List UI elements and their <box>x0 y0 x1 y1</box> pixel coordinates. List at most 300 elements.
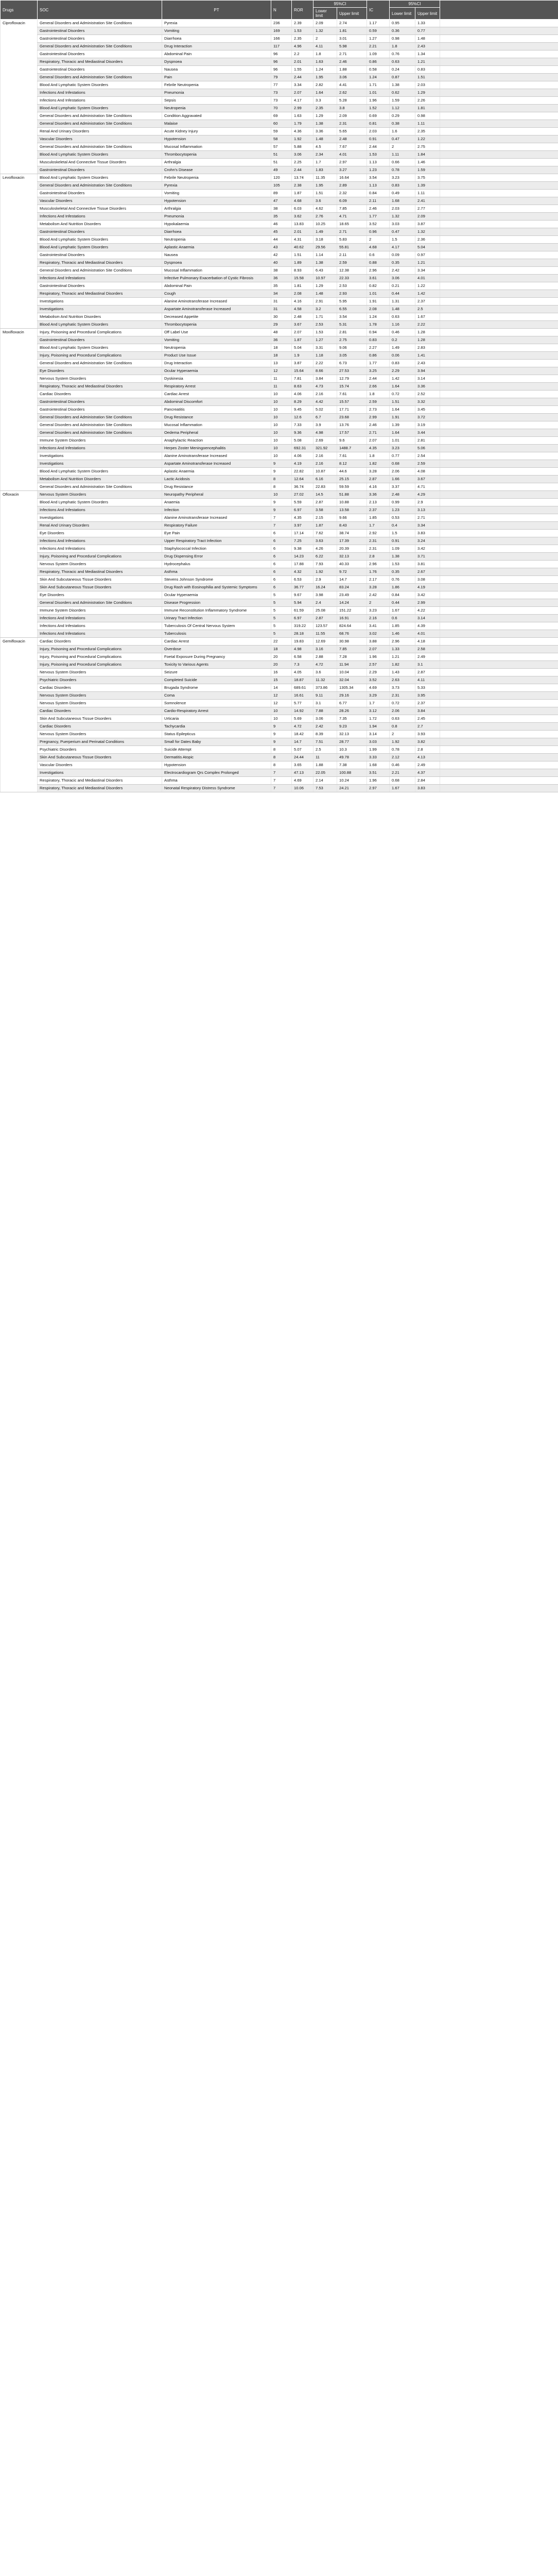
cell-soc: Blood And Lymphatic System Disorders <box>38 105 162 112</box>
cell-ror-upper: 6.09 <box>337 197 367 205</box>
cell-ror-upper: 151.22 <box>337 607 367 615</box>
cell-ic-upper: 2.49 <box>415 653 440 661</box>
table-row <box>1 615 558 622</box>
cell-ic: 1.01 <box>367 290 390 298</box>
cell-soc: Respiratory, Thoracic and Mediastinal Disorders <box>38 785 162 792</box>
cell-pt: Ocular Hyperaemia <box>162 591 271 599</box>
cell-ror-lower: 3.16 <box>313 646 337 653</box>
cell-ror-lower: 4.11 <box>313 43 337 50</box>
table-row <box>1 383 558 391</box>
cell-ror-upper: 28.77 <box>337 738 367 746</box>
cell-spacer <box>440 406 558 414</box>
cell-soc: General Disorders and Administration Site Conditions <box>38 74 162 81</box>
table-row <box>1 468 558 476</box>
cell-ic: 3.51 <box>367 769 390 777</box>
cell-ic: 3.03 <box>367 738 390 746</box>
cell-ic-upper: 1.21 <box>415 58 440 66</box>
cell-n: 70 <box>271 105 292 112</box>
cell-ror-upper: 2.31 <box>337 120 367 128</box>
cell-n: 7 <box>271 777 292 785</box>
cell-soc: Gastrointestinal Disorders <box>38 282 162 290</box>
cell-ic-lower: 0.2 <box>390 336 415 344</box>
cell-ic-lower: 0.44 <box>390 599 415 607</box>
cell-ic-upper: 3.93 <box>415 731 440 738</box>
cell-soc: Eye Disorders <box>38 367 162 375</box>
table-row <box>1 120 558 128</box>
cell-ror-lower: 3.63 <box>313 537 337 545</box>
table-row <box>1 112 558 120</box>
cell-ror: 3.34 <box>292 81 313 89</box>
cell-pt: Completed Suicide <box>162 676 271 684</box>
cell-ic-lower: 1.64 <box>390 383 415 391</box>
cell-ic-lower: 2.63 <box>390 676 415 684</box>
cell-ic-lower: 0.83 <box>390 182 415 190</box>
cell-pt: Somnolence <box>162 700 271 707</box>
cell-ic-upper: 2.7 <box>415 723 440 731</box>
header-soc: SOC <box>38 1 162 20</box>
cell-spacer <box>440 437 558 445</box>
cell-spacer <box>440 306 558 313</box>
cell-pt: Vomiting <box>162 27 271 35</box>
table-row <box>1 190 558 197</box>
cell-ic-lower: 1.8 <box>390 43 415 50</box>
cell-ror-lower: 2.82 <box>313 81 337 89</box>
cell-ic-upper: 4.29 <box>415 491 440 499</box>
cell-spacer <box>440 506 558 514</box>
table-row <box>1 66 558 74</box>
cell-soc: Investigations <box>38 298 162 306</box>
cell-pt: Malaise <box>162 120 271 128</box>
cell-ic-lower: 3.73 <box>390 684 415 692</box>
cell-pt: Infective Pulmonary Exacerbation of Cystic Fibrosis <box>162 275 271 282</box>
cell-ror: 1.79 <box>292 120 313 128</box>
cell-ic: 1.7 <box>367 700 390 707</box>
table-row <box>1 429 558 437</box>
cell-ror-upper: 7.38 <box>337 761 367 769</box>
cell-spacer <box>440 731 558 738</box>
cell-ic: 0.82 <box>367 282 390 290</box>
cell-ror-lower: 1.29 <box>313 112 337 120</box>
cell-ror-lower: 3.98 <box>313 591 337 599</box>
cell-ic: 3.12 <box>367 707 390 715</box>
cell-n: 30 <box>271 313 292 321</box>
cell-soc: General Disorders and Administration Site Conditions <box>38 182 162 190</box>
cell-ic-upper: 3.19 <box>415 421 440 429</box>
cell-spacer <box>440 174 558 182</box>
cell-ic-upper: 4.71 <box>415 483 440 491</box>
cell-pt: Neutropenia <box>162 236 271 244</box>
cell-ror: 1.87 <box>292 190 313 197</box>
cell-spacer <box>440 684 558 692</box>
cell-ror: 16.61 <box>292 692 313 700</box>
cell-ic: 2.31 <box>367 545 390 553</box>
cell-ror: 4.58 <box>292 306 313 313</box>
cell-pt: Hypotension <box>162 135 271 143</box>
cell-n: 9 <box>271 738 292 746</box>
cell-n: 96 <box>271 66 292 74</box>
cell-ror-upper: 68.76 <box>337 630 367 638</box>
cell-spacer <box>440 630 558 638</box>
cell-spacer <box>440 599 558 607</box>
cell-ror: 5.07 <box>292 746 313 754</box>
cell-ror: 18.87 <box>292 676 313 684</box>
cell-ror-lower: 10.25 <box>313 221 337 228</box>
cell-ic: 1.68 <box>367 761 390 769</box>
cell-ror-upper: 8.43 <box>337 522 367 530</box>
cell-spacer <box>440 476 558 483</box>
cell-spacer <box>440 190 558 197</box>
cell-n: 10 <box>271 715 292 723</box>
cell-ror: 2.48 <box>292 313 313 321</box>
cell-spacer <box>440 421 558 429</box>
cell-ror-lower: 10.97 <box>313 275 337 282</box>
cell-ror: 6.53 <box>292 576 313 584</box>
cell-pt: Immune Reconstitution Inflammatory Syndrome <box>162 607 271 615</box>
cell-pt: Thrombocytopenia <box>162 321 271 329</box>
cell-ror-upper: 22.33 <box>337 275 367 282</box>
cell-ic: 2.11 <box>367 197 390 205</box>
cell-ror: 10.06 <box>292 785 313 792</box>
cell-ror: 36.77 <box>292 584 313 591</box>
cell-ic-upper: 2.75 <box>415 143 440 151</box>
cell-ic: 3.52 <box>367 676 390 684</box>
table-row <box>1 58 558 66</box>
cell-spacer <box>440 282 558 290</box>
cell-soc: Nervous System Disorders <box>38 375 162 383</box>
header-ic-ci: 95%CI <box>390 1 440 8</box>
cell-ror-upper: 20.39 <box>337 545 367 553</box>
cell-pt: Mucosal Inflammation <box>162 267 271 275</box>
cell-ic: 0.96 <box>367 228 390 236</box>
cell-ic-lower: 1.53 <box>390 561 415 568</box>
cell-spacer <box>440 244 558 251</box>
table-row <box>1 213 558 221</box>
cell-pt: Pyrexia <box>162 182 271 190</box>
cell-ic-lower: 0.78 <box>390 166 415 174</box>
cell-ic-lower: 1.68 <box>390 197 415 205</box>
cell-ic-lower: 0.95 <box>390 20 415 27</box>
cell-ic: 2.66 <box>367 383 390 391</box>
cell-pt: Upper Respiratory Tract Infection <box>162 537 271 545</box>
cell-spacer <box>440 676 558 684</box>
cell-ror: 5.04 <box>292 344 313 352</box>
cell-pt: Decreased Appetite <box>162 313 271 321</box>
cell-soc: Cardiac Disorders <box>38 684 162 692</box>
header-n: N <box>271 1 292 20</box>
cell-spacer <box>440 445 558 452</box>
cell-ic: 1.72 <box>367 715 390 723</box>
cell-ic-upper: 3.71 <box>415 553 440 561</box>
cell-ror-upper: 5.31 <box>337 321 367 329</box>
cell-n: 6 <box>271 568 292 576</box>
drug-name: Levofloxacin <box>1 174 38 329</box>
cell-ic: 2.87 <box>367 476 390 483</box>
table-row <box>1 336 558 344</box>
cell-ror: 15.58 <box>292 275 313 282</box>
cell-ror-upper: 2.46 <box>337 58 367 66</box>
cell-ic-upper: 1.81 <box>415 105 440 112</box>
cell-ror-upper: 16.91 <box>337 615 367 622</box>
cell-pt: Neutropenia <box>162 344 271 352</box>
cell-ror: 40.62 <box>292 244 313 251</box>
cell-spacer <box>440 460 558 468</box>
cell-ror-lower: 8.39 <box>313 731 337 738</box>
cell-pt: Hypokalaemia <box>162 221 271 228</box>
cell-ror: 22.82 <box>292 468 313 476</box>
cell-ic-upper: 2.41 <box>415 197 440 205</box>
cell-soc: Investigations <box>38 514 162 522</box>
table-row <box>1 128 558 135</box>
cell-ic-lower: 2.42 <box>390 267 415 275</box>
table-row <box>1 290 558 298</box>
cell-pt: Vomiting <box>162 190 271 197</box>
cell-ic-lower: 0.8 <box>390 723 415 731</box>
cell-spacer <box>440 105 558 112</box>
table-row <box>1 313 558 321</box>
cell-n: 48 <box>271 329 292 336</box>
cell-ror-upper: 1.88 <box>337 66 367 74</box>
table-row <box>1 151 558 159</box>
cell-pt: Product Use Issue <box>162 352 271 360</box>
cell-ror: 4.68 <box>292 197 313 205</box>
cell-n: 16 <box>271 669 292 676</box>
cell-ror-upper: 2.48 <box>337 135 367 143</box>
cell-pt: Respiratory Arrest <box>162 383 271 391</box>
cell-ic: 2.73 <box>367 406 390 414</box>
cell-ror-lower: 14.5 <box>313 491 337 499</box>
cell-ror-upper: 44.6 <box>337 468 367 476</box>
cell-soc: Blood And Lymphatic System Disorders <box>38 321 162 329</box>
cell-pt: Condition Aggravated <box>162 112 271 120</box>
cell-ic-lower: 1.82 <box>390 661 415 669</box>
table-row <box>1 166 558 174</box>
cell-ror-lower: 4.98 <box>313 429 337 437</box>
cell-ror-upper: 23.49 <box>337 591 367 599</box>
cell-ic-lower: 0.49 <box>390 190 415 197</box>
cell-ic-upper: 2.37 <box>415 700 440 707</box>
cell-soc: Gastrointestinal Disorders <box>38 190 162 197</box>
cell-pt: Coma <box>162 692 271 700</box>
cell-ic-lower: 1.23 <box>390 506 415 514</box>
cell-n: 9 <box>271 723 292 731</box>
cell-ic-lower: 1.67 <box>390 785 415 792</box>
cell-soc: General Disorders and Administration Site Conditions <box>38 421 162 429</box>
cell-soc: Infections And Infestations <box>38 506 162 514</box>
cell-soc: General Disorders and Administration Site Conditions <box>38 483 162 491</box>
cell-soc: Nervous System Disorders <box>38 491 162 499</box>
cell-ror-upper: 4.41 <box>337 81 367 89</box>
cell-pt: Electrocardiogram Qrs Complex Prolonged <box>162 769 271 777</box>
cell-n: 8 <box>271 476 292 483</box>
cell-ic-lower: 1.64 <box>390 429 415 437</box>
cell-pt: Asthma <box>162 777 271 785</box>
table-row <box>1 584 558 591</box>
table-row <box>1 74 558 81</box>
table-row <box>1 221 558 228</box>
cell-ic-lower: 0.63 <box>390 313 415 321</box>
cell-ror-upper: 3.8 <box>337 105 367 112</box>
cell-ic: 1.96 <box>367 777 390 785</box>
table-row <box>1 259 558 267</box>
cell-soc: Gastrointestinal Disorders <box>38 336 162 344</box>
cell-ror: 1.89 <box>292 259 313 267</box>
cell-ror: 2.44 <box>292 74 313 81</box>
cell-soc: Cardiac Disorders <box>38 638 162 646</box>
cell-n: 18 <box>271 646 292 653</box>
cell-ic-lower: 2.03 <box>390 205 415 213</box>
cell-spacer <box>440 313 558 321</box>
table-row <box>1 35 558 43</box>
cell-ror: 6.97 <box>292 615 313 622</box>
cell-pt: Foetal Exposure During Pregnancy <box>162 653 271 661</box>
table-row <box>1 135 558 143</box>
cell-n: 69 <box>271 112 292 120</box>
cell-n: 7 <box>271 522 292 530</box>
cell-ror-upper: 2.09 <box>337 112 367 120</box>
cell-ic: 0.59 <box>367 27 390 35</box>
cell-ic: 2.13 <box>367 499 390 506</box>
cell-pt: Abdominal Pain <box>162 282 271 290</box>
cell-ic: 4.68 <box>367 244 390 251</box>
cell-pt: Hypotension <box>162 761 271 769</box>
cell-ic-upper: 0.98 <box>415 112 440 120</box>
cell-ror: 7.33 <box>292 421 313 429</box>
cell-spacer <box>440 344 558 352</box>
cell-ic-lower: 2.12 <box>390 754 415 761</box>
drug-name: Ciprofloxacin <box>1 20 38 174</box>
table-row <box>1 653 558 661</box>
cell-spacer <box>440 43 558 50</box>
cell-pt: Dyskinesia <box>162 375 271 383</box>
cell-pt: Thrombocytopenia <box>162 151 271 159</box>
cell-ror-upper: 12.79 <box>337 375 367 383</box>
cell-ic-lower: 1.12 <box>390 105 415 112</box>
cell-ror-lower: 1.29 <box>313 282 337 290</box>
cell-pt: Cardiac Arrest <box>162 638 271 646</box>
cell-soc: Psychiatric Disorders <box>38 676 162 684</box>
cell-pt: Pneumonia <box>162 89 271 97</box>
cell-ic-upper: 2.67 <box>415 568 440 576</box>
cell-ic-upper: 1.46 <box>415 159 440 166</box>
cell-ror: 14.23 <box>292 553 313 561</box>
cell-pt: Drug Dispensing Error <box>162 553 271 561</box>
header-spacer <box>440 1 558 20</box>
cell-ic: 0.91 <box>367 135 390 143</box>
cell-n: 105 <box>271 182 292 190</box>
cell-ic-lower: 1.85 <box>390 622 415 630</box>
adverse-event-table <box>0 0 558 792</box>
cell-ic-lower: 3.23 <box>390 445 415 452</box>
cell-ic-upper: 3.34 <box>415 267 440 275</box>
cell-ror: 7.25 <box>292 537 313 545</box>
cell-ic-upper: 2.99 <box>415 599 440 607</box>
cell-n: 5 <box>271 615 292 622</box>
cell-n: 73 <box>271 97 292 105</box>
cell-ror-lower: 3.3 <box>313 97 337 105</box>
cell-n: 9 <box>271 460 292 468</box>
cell-pt: Pancreatitis <box>162 406 271 414</box>
cell-ror-upper: 14.24 <box>337 599 367 607</box>
cell-spacer <box>440 50 558 58</box>
cell-pt: Mucosal Inflammation <box>162 143 271 151</box>
cell-spacer <box>440 769 558 777</box>
cell-ic-lower: 2.06 <box>390 468 415 476</box>
cell-ror-lower: 7.53 <box>313 785 337 792</box>
cell-ic: 2.97 <box>367 785 390 792</box>
cell-ic-lower: 4.17 <box>390 244 415 251</box>
cell-ic-upper: 4.22 <box>415 607 440 615</box>
cell-ic-upper: 1.84 <box>415 151 440 159</box>
cell-ic-lower: 0.91 <box>390 537 415 545</box>
cell-ic: 3.23 <box>367 607 390 615</box>
cell-ror: 319.22 <box>292 622 313 630</box>
cell-ror: 1.63 <box>292 112 313 120</box>
cell-pt: Drug Rash with Eosinophilia and Systemic Symptoms <box>162 584 271 591</box>
cell-ic-lower: 0.83 <box>390 360 415 367</box>
cell-ror-lower: 6.16 <box>313 476 337 483</box>
header-ror-ci: 95%CI <box>313 1 367 8</box>
cell-ic: 2.16 <box>367 615 390 622</box>
cell-ror: 61.59 <box>292 607 313 615</box>
cell-ic: 1.8 <box>367 391 390 398</box>
cell-ic-upper: 1.33 <box>415 20 440 27</box>
cell-n: 38 <box>271 267 292 275</box>
cell-n: 11 <box>271 383 292 391</box>
cell-ic-lower: 0.44 <box>390 290 415 298</box>
cell-ror-upper: 83.24 <box>337 584 367 591</box>
cell-ror: 4.35 <box>292 514 313 522</box>
cell-n: 60 <box>271 120 292 128</box>
cell-ror: 1.92 <box>292 135 313 143</box>
cell-ror: 4.31 <box>292 236 313 244</box>
cell-ic-lower: 1.11 <box>390 151 415 159</box>
cell-ic-upper: 3.72 <box>415 414 440 421</box>
cell-spacer <box>440 159 558 166</box>
cell-ic-upper: 1.21 <box>415 259 440 267</box>
cell-pt: Urticaria <box>162 715 271 723</box>
cell-ic-upper: 4.01 <box>415 275 440 282</box>
cell-spacer <box>440 120 558 128</box>
cell-ic: 2.03 <box>367 128 390 135</box>
cell-ror: 5.88 <box>292 143 313 151</box>
cell-ic-upper: 4.01 <box>415 630 440 638</box>
cell-soc: Injury, Poisoning and Procedural Complications <box>38 646 162 653</box>
cell-ic-lower: 1.33 <box>390 646 415 653</box>
cell-pt: Drug Interaction <box>162 43 271 50</box>
cell-n: 166 <box>271 35 292 43</box>
cell-ror: 2.39 <box>292 20 313 27</box>
cell-ror-upper: 2.71 <box>337 50 367 58</box>
cell-spacer <box>440 553 558 561</box>
cell-ic-upper: 3.84 <box>415 707 440 715</box>
cell-ror-upper: 4.01 <box>337 151 367 159</box>
cell-ror: 4.17 <box>292 97 313 105</box>
cell-spacer <box>440 336 558 344</box>
cell-ror-upper: 4.71 <box>337 213 367 221</box>
cell-soc: General Disorders and Administration Site Conditions <box>38 360 162 367</box>
cell-ic-lower: 0.72 <box>390 391 415 398</box>
cell-soc: General Disorders and Administration Site Conditions <box>38 120 162 128</box>
cell-ic-lower: 1.92 <box>390 738 415 746</box>
cell-spacer <box>440 414 558 421</box>
cell-spacer <box>440 615 558 622</box>
cell-ror-lower: 16.24 <box>313 584 337 591</box>
cell-soc: Nervous System Disorders <box>38 561 162 568</box>
cell-ror-upper: 23.68 <box>337 414 367 421</box>
cell-ic-lower: 2.06 <box>390 707 415 715</box>
cell-ror-lower: 1.63 <box>313 58 337 66</box>
cell-soc: Respiratory, Thoracic and Mediastinal Disorders <box>38 259 162 267</box>
